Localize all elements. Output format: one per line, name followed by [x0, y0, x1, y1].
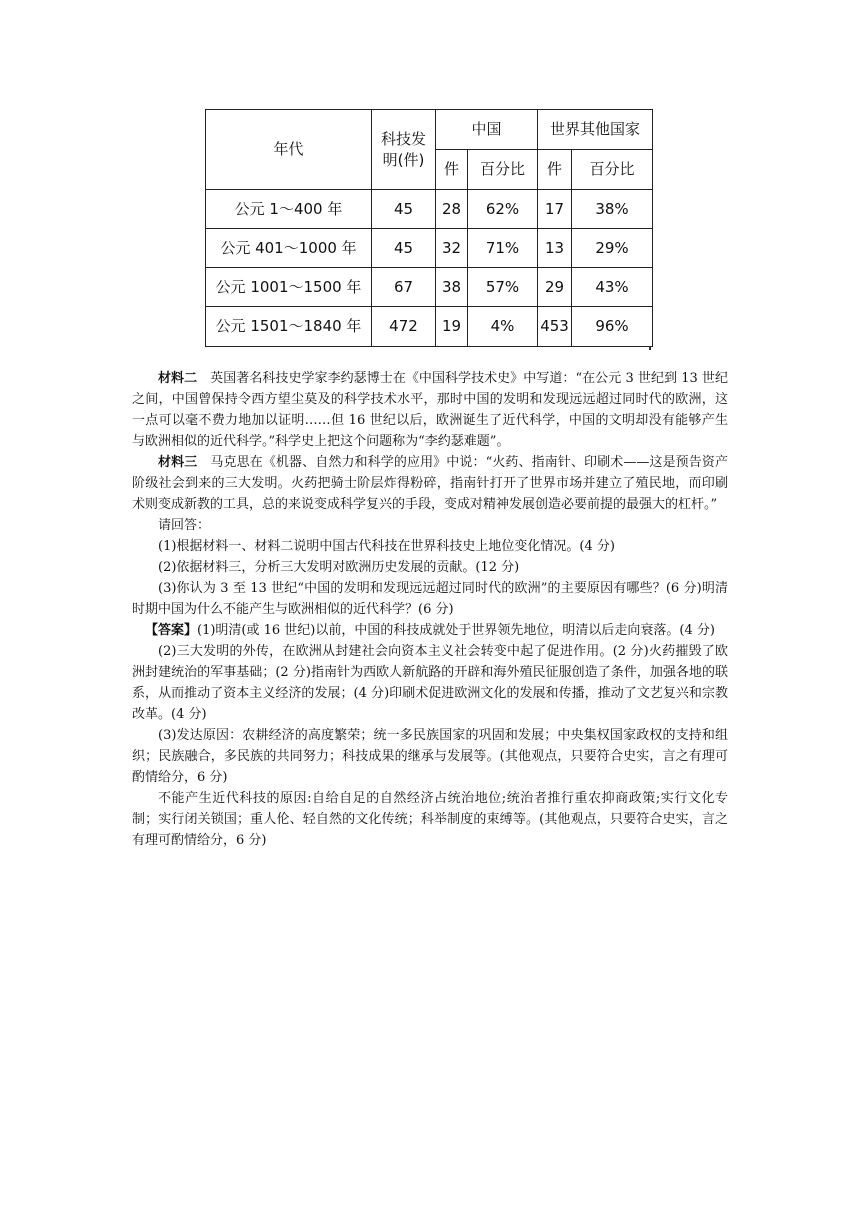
invention-table-image — [205, 109, 652, 349]
row-world-percent: 96% — [572, 307, 653, 347]
header-world: 世界其他国家 — [538, 110, 653, 150]
row-total: 45 — [372, 229, 436, 268]
question-1: (1)根据材料一、材料二说明中国古代科技在世界科技史上地位变化情况。(4 分) — [158, 539, 615, 554]
answer-1 — [132, 620, 728, 641]
table-row — [206, 190, 653, 229]
question-2: (2)依据材料三，分析三大发明对欧洲历史发展的贡献。(12 分) — [158, 560, 520, 575]
question-text — [132, 368, 728, 851]
header-china-count: 件 — [436, 150, 468, 190]
row-total: 472 — [372, 307, 436, 347]
header-world-percent: 百分比 — [572, 150, 653, 190]
row-china-count: 19 — [436, 307, 468, 347]
row-era: 公元 1001～1500 年 — [206, 268, 372, 307]
material-two-label: 材料二 — [158, 371, 198, 386]
table-row — [206, 229, 653, 268]
row-world-percent: 29% — [572, 229, 653, 268]
table-row — [206, 268, 653, 307]
table-row — [206, 307, 653, 347]
row-china-percent: 57% — [468, 268, 538, 307]
row-total: 67 — [372, 268, 436, 307]
row-era: 公元 1501～1840 年 — [206, 307, 372, 347]
row-world-percent: 43% — [572, 268, 653, 307]
row-china-count: 28 — [436, 190, 468, 229]
header-world-count: 件 — [538, 150, 572, 190]
row-world-count: 17 — [538, 190, 572, 229]
answer-4: 不能产生近代科技的原因:自给自足的自然经济占统治地位;统治者推行重农抑商政策;实行文化专制；实行闭关锁国；重人伦、轻自然的文化传统；科举制度的束缚等。(其他观点，只要符合史实，言之有理可酌情给分，6 分) — [132, 791, 728, 848]
row-china-percent: 71% — [468, 229, 538, 268]
row-world-count: 453 — [538, 307, 572, 347]
header-china: 中国 — [436, 110, 538, 150]
material-three-text: 马克思在《机器、自然力和科学的应用》中说：“火药、指南针、印刷术——这是预告资产阶级社会到来的三大发明。火药把骑士阶层炸得粉碎，指南针打开了世界市场并建立了殖民地，而印刷术则变成新教的工具，总的来说变成科学复兴的手段，变成对精神发展创造必要前提的最强大的杠杆。” — [132, 455, 728, 512]
question-3: (3)你认为 3 至 13 世纪“中国的发明和发现远远超过同时代的欧洲”的主要原因有哪些？(6 分)明清时期中国为什么不能产生与欧洲相似的近代科学？(6 分) — [132, 581, 728, 617]
header-era: 年代 — [206, 110, 372, 190]
row-china-percent: 4% — [468, 307, 538, 347]
row-china-percent: 62% — [468, 190, 538, 229]
row-era: 公元 401～1000 年 — [206, 229, 372, 268]
row-total: 45 — [372, 190, 436, 229]
answer-label: 【答案】 — [145, 623, 198, 638]
material-two — [132, 368, 728, 452]
invention-table — [205, 109, 653, 347]
material-two-text: 英国著名科技史学家李约瑟博士在《中国科学技术史》中写道：“在公元 3 世纪到 13 世纪之间，中国曾保持令西方望尘莫及的科学技术水平，那时中国的发明和发现远远超过同时代的欧洲，这一点可以毫不费力地加以证明……但 16 世纪以后，欧洲诞生了近代科学，中国的文明却没有能够产生与欧洲相似的近代科学。”科学史上把这个问题称为“李约瑟难题”。 — [132, 371, 728, 449]
row-world-count: 13 — [538, 229, 572, 268]
row-china-count: 38 — [436, 268, 468, 307]
answer-3: (3)发达原因：农耕经济的高度繁荣；统一多民族国家的巩固和发展；中央集权国家政权的支持和组织；民族融合，多民族的共同努力；科技成果的继承与发展等。(其他观点，只要符合史实，言之有理可酌情给分，6 分) — [132, 728, 728, 785]
answer-2: (2)三大发明的外传，在欧洲从封建社会向资本主义社会转变中起了促进作用。(2 分)火药摧毁了欧洲封建统治的军事基础；(2 分)指南针为西欧人新航路的开辟和海外殖民征服创造了条件，加强各地的联系，从而推动了资本主义经济的发展；(4 分)印刷术促进欧洲文化的发展和传播，推动了文艺复兴和宗教改革。(4 分) — [132, 644, 728, 722]
header-china-percent: 百分比 — [468, 150, 538, 190]
prompt: 请回答： — [158, 518, 211, 533]
row-china-count: 32 — [436, 229, 468, 268]
header-inventions: 科技发明(件) — [372, 110, 436, 190]
image-corner-mark — [649, 346, 651, 350]
material-three-label: 材料三 — [158, 455, 198, 470]
row-world-count: 29 — [538, 268, 572, 307]
row-era: 公元 1～400 年 — [206, 190, 372, 229]
row-world-percent: 38% — [572, 190, 653, 229]
material-three — [132, 452, 728, 515]
answer-1-text: (1)明清(或 16 世纪)以前，中国的科技成就处于世界领先地位，明清以后走向衰落。(4 分) — [197, 623, 715, 638]
